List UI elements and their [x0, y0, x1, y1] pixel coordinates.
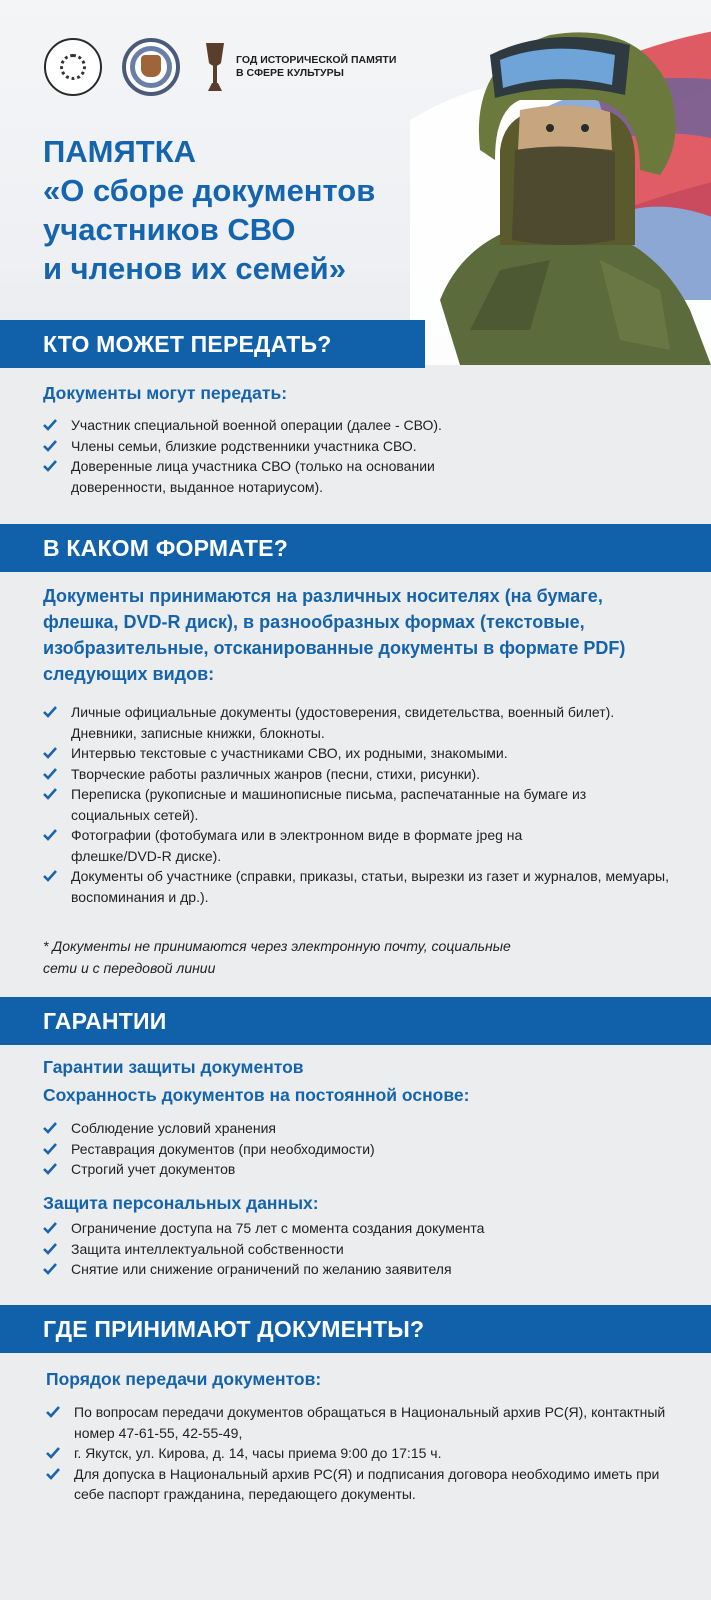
format-list — [43, 702, 683, 907]
check-icon — [43, 829, 57, 841]
check-icon — [43, 1263, 57, 1275]
check-icon — [43, 768, 57, 780]
check-icon — [43, 1163, 57, 1175]
archive-logo — [122, 38, 180, 96]
check-icon — [43, 419, 57, 431]
list-item: Фотографии (фотобумага или в электронном виде в формате jpeg на флешке/DVD-R диске). — [43, 825, 683, 866]
section-heading-guarantees: ГАРАНТИИ — [0, 997, 711, 1045]
check-icon — [43, 870, 57, 882]
where-list — [46, 1402, 676, 1505]
who-list — [43, 415, 683, 497]
check-icon — [43, 1122, 57, 1134]
section-heading-where: ГДЕ ПРИНИМАЮТ ДОКУМЕНТЫ? — [0, 1305, 711, 1353]
check-icon — [43, 747, 57, 759]
page-title — [43, 132, 423, 288]
list-item: Документы об участнике (справки, приказы, статьи, вырезки из газет и журналов, мемуары, воспоминания и др.). — [43, 866, 683, 907]
section-sub-who: Документы могут передать: — [43, 383, 288, 403]
check-icon — [43, 706, 57, 718]
list-item: Личные официальные документы (удостоверения, свидетельства, военный билет). Дневники, записные книжки, блокноты. — [43, 702, 683, 743]
section-sub-guarantees: Гарантии защиты документов — [43, 1057, 304, 1077]
list-item: По вопросам передачи документов обращаться в Национальный архив РС(Я), контактный номер 47-61-55, 42-55-49, — [46, 1402, 676, 1443]
check-icon — [46, 1468, 60, 1480]
section-sub-personal-data: Защита персональных данных: — [43, 1193, 319, 1213]
section-heading-who: КТО МОЖЕТ ПЕРЕДАТЬ? — [0, 320, 425, 368]
title-line: и членов их семей» — [43, 251, 346, 286]
list-item: Реставрация документов (при необходимости) — [43, 1139, 683, 1160]
list-item: Строгий учет документов — [43, 1159, 683, 1180]
choron-vase-icon — [204, 41, 226, 93]
year-banner: ГОД ИСТОРИЧЕСКОЙ ПАМЯТИ В СФЕРЕ КУЛЬТУРЫ — [236, 54, 397, 79]
check-icon — [43, 1222, 57, 1234]
list-item: Ограничение доступа на 75 лет с момента создания документа — [43, 1218, 683, 1239]
list-item: г. Якутск, ул. Кирова, д. 14, часы приема 9:00 до 17:15 ч. — [46, 1443, 676, 1464]
check-icon — [43, 1143, 57, 1155]
section-sub-storage: Сохранность документов на постоянной основе: — [43, 1085, 470, 1105]
section-sub-format: Документы принимаются на различных носителях (на бумаге, флешка, DVD-R диск), в разнообразных формах (текстовые, изобразительные, отсканированные документы в формате PDF) следующих видов: — [43, 586, 626, 684]
list-item: Для допуска в Национальный архив РС(Я) и подписания договора необходимо иметь при себе паспорт гражданина, передающего документы. — [46, 1464, 676, 1505]
list-item: Участник специальной военной операции (далее - СВО). — [43, 415, 683, 436]
personal-data-list — [43, 1218, 683, 1280]
list-item: Защита интеллектуальной собственности — [43, 1239, 683, 1260]
check-icon — [43, 1243, 57, 1255]
list-item: Творческие работы различных жанров (песни, стихи, рисунки). — [43, 764, 683, 785]
list-item: Доверенные лица участника СВО (только на основании доверенности, выданное нотариусом). — [43, 456, 683, 497]
ministry-logo — [44, 38, 102, 96]
list-item: Члены семьи, близкие родственники участника СВО. — [43, 436, 683, 457]
section-sub-where: Порядок передачи документов: — [46, 1369, 322, 1389]
check-icon — [43, 460, 57, 472]
check-icon — [43, 788, 57, 800]
list-item: Переписка (рукописные и машинописные письма, распечатанные на бумаге из социальных сетей). — [43, 784, 683, 825]
hero-banner — [0, 0, 711, 365]
title-line: участников СВО — [43, 212, 296, 247]
section-heading-format: В КАКОМ ФОРМАТЕ? — [0, 524, 711, 572]
list-item: Соблюдение условий хранения — [43, 1118, 683, 1139]
check-icon — [46, 1447, 60, 1459]
title-line: «О сборе документов — [43, 173, 376, 208]
list-item: Интервью текстовые с участниками СВО, их родными, знакомыми. — [43, 743, 683, 764]
storage-list — [43, 1118, 683, 1180]
check-icon — [46, 1406, 60, 1418]
list-item: Снятие или снижение ограничений по желанию заявителя — [43, 1259, 683, 1280]
title-line: ПАМЯТКА — [43, 134, 197, 169]
soldier-image — [400, 0, 711, 365]
check-icon — [43, 440, 57, 452]
logos-row — [44, 38, 406, 96]
format-note: * Документы не принимаются через электронную почту, социальные сети и с передовой линии — [43, 938, 511, 976]
